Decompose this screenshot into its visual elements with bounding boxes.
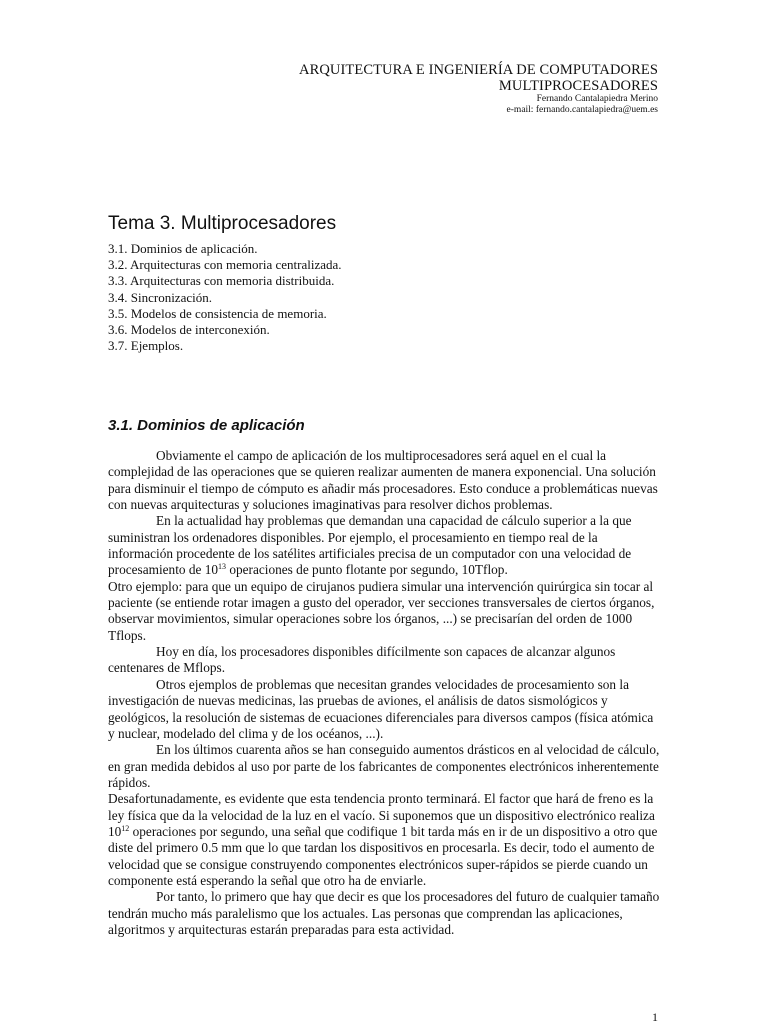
toc-item: 3.2. Arquitecturas con memoria centralizada. [108,257,342,273]
paragraph: Otro ejemplo: para que un equipo de cirujanos pudiera simular una intervención quirúrgica sin tocar al paciente (se entiende rotar imagen a gusto del operador, ver secciones transversales de ciertos órganos, observar movimientos, simular operaciones sobre los órganos, ...) se precisarían del orden de 1000 Tflops. [108,578,655,643]
paragraph [108,791,662,889]
paragraph-text: En la actualidad hay problemas que demandan una capacidad de cálculo superior a la que suministran los ordenadores disponibles. Por ejemplo, el procesamiento en tiempo real de la información procedente de los satélites artificiales precisa de un computador con una velocidad de procesamiento de 10 [108,513,632,578]
toc-item: 3.3. Arquitecturas con memoria distribuida. [108,273,335,289]
course-subtitle: MULTIPROCESADORES [498,78,658,94]
table-of-contents [108,241,342,354]
section-title: 3.1. Dominios de aplicación [108,417,305,434]
paragraph [108,513,662,578]
toc-item: 3.1. Dominios de aplicación. [108,241,258,256]
paragraph: Hoy en día, los procesadores disponibles difícilmente son capaces de alcanzar algunos centenares de Mflops. [108,644,616,676]
toc-item: 3.4. Sincronización. [108,289,212,305]
exponent: 13 [218,562,227,572]
author-name: Fernando Cantalapiedra Merino [536,94,658,104]
section-body [108,448,662,938]
paragraph: Por tanto, lo primero que hay que decir es que los procesadores del futuro de cualquier tamaño tendrán mucho más paralelismo que los actuales. Las personas que comprendan las aplicaciones, algoritmos y arquitecturas estarán preparadas para esta actividad. [108,889,660,937]
paragraph-text: operaciones por segundo, una señal que codifique 1 bit tarda más en ir de un dispositivo a otro que diste del primero 0.5 mm que lo que tardan los dispositivos en procesarla. Es decir, todo el aumento de velocidad que se consigue construyendo componentes electrónicos super-rápidos se pierde cuando un componente está esperando la señal que otro ha de enviarle. [108,823,658,888]
toc-item: 3.7. Ejemplos. [108,338,184,354]
toc-item: 3.5. Modelos de consistencia de memoria. [108,305,327,321]
course-title: ARQUITECTURA E INGENIERÍA DE COMPUTADORES [299,62,658,78]
chapter-title: Tema 3. Multiprocesadores [108,213,337,234]
author-email: e-mail: fernando.cantalapiedra@uem.es [506,105,658,115]
toc-item: 3.6. Modelos de interconexión. [108,322,270,338]
document-header [299,62,658,116]
exponent: 12 [121,823,130,833]
paragraph: En los últimos cuarenta años se han conseguido aumentos drásticos en al velocidad de cálculo, en gran medida debidos al uso por parte de los fabricantes de componentes electrónicos inherentemente rápidos. [108,742,660,790]
paragraph: Obviamente el campo de aplicación de los multiprocesadores será aquel en el cual la complejidad de las operaciones que se quieren realizar aumenten de manera exponencial. Una solución para disminuir el tiempo de cómputo es añadir más procesadores. Esto conduce a problemáticas nuevas con nuevas arquitecturas y soluciones imaginativas para resolver dichos problemas. [108,448,658,513]
paragraph: Otros ejemplos de problemas que necesitan grandes velocidades de procesamiento son la investigación de nuevas medicinas, las pruebas de aviones, el análisis de datos sismológicos y geológicos, la resolución de sistemas de ecuaciones diferenciales para diversos campos (física atómica y nuclear, modelado del clima y de los océanos, ...). [108,676,654,741]
paragraph-text: Desafortunadamente, es evidente que esta tendencia pronto terminará. El factor que hará de freno es la ley física que da la velocidad de la luz en el vacío. Si suponemos que un dispositivo electrónico realiza 10 [108,791,655,839]
page-number: 1 [652,1010,658,1024]
paragraph-text: operaciones de punto flotante por segundo, 10Tflop. [226,562,508,578]
